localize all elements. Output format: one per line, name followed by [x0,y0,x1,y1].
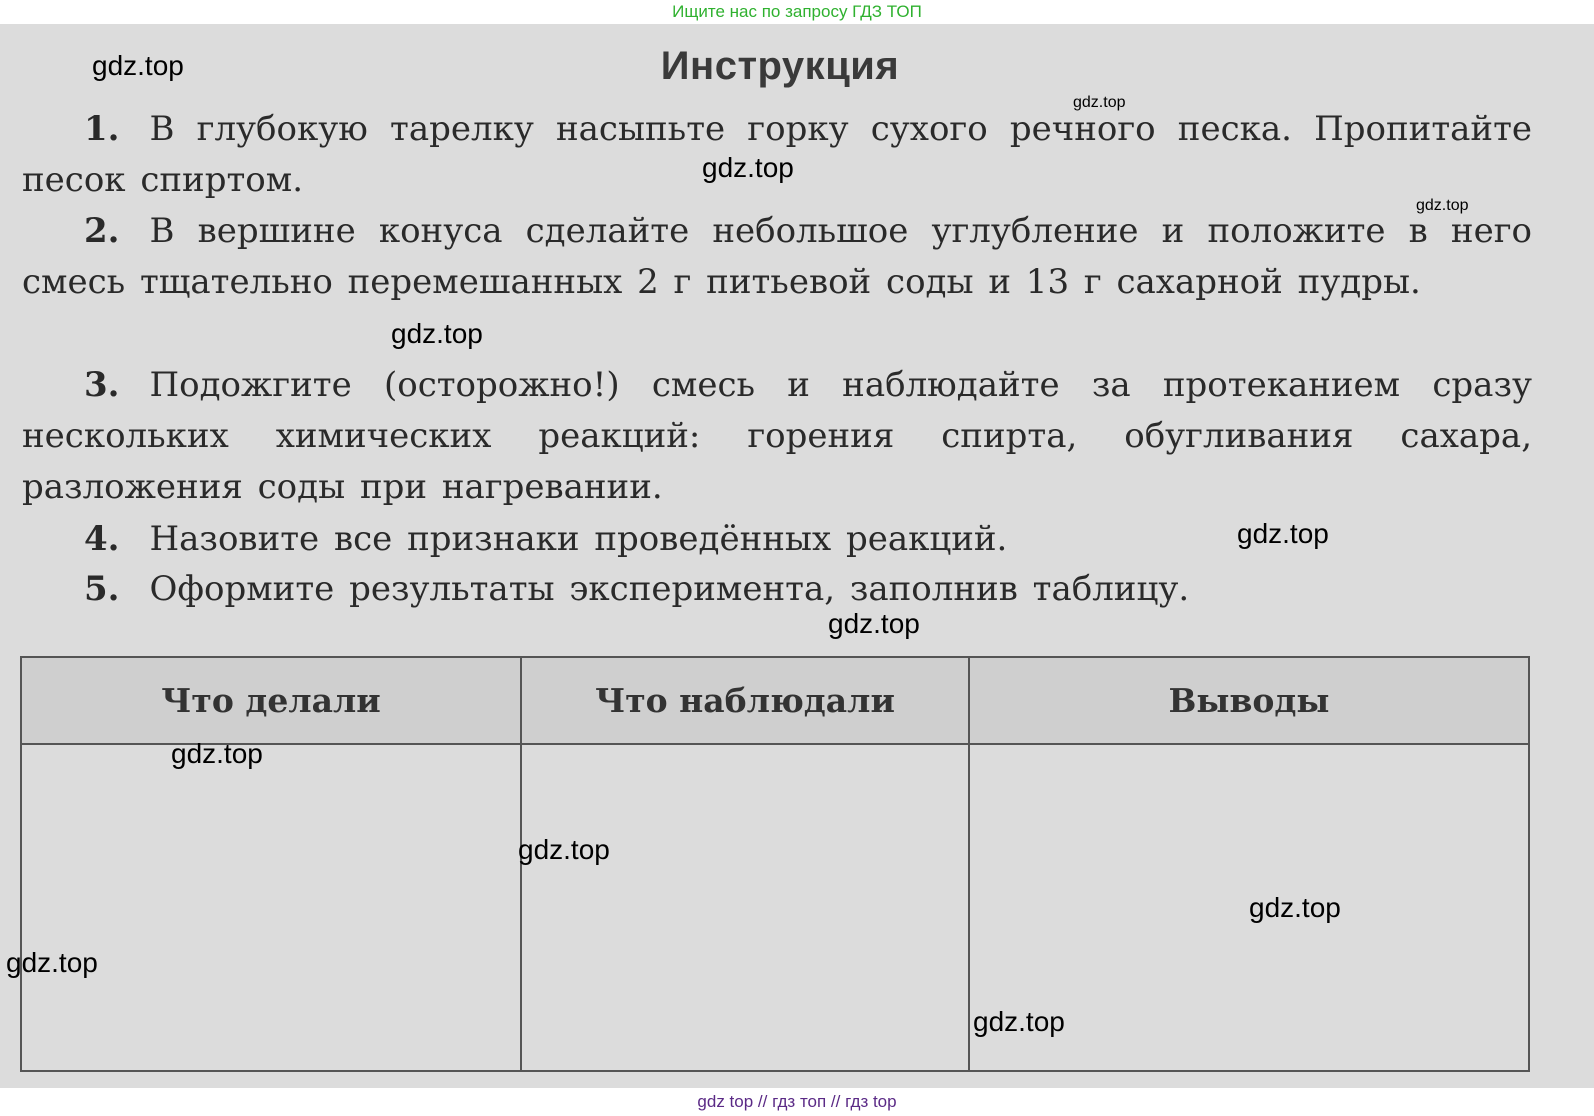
table-cell [21,744,521,1071]
watermark: gdz.top [391,318,483,349]
watermark: gdz.top [518,834,610,865]
watermark: gdz.top [828,608,920,639]
table-header-row [21,657,1529,744]
step-text: В глубокую тарелку насыпьте горку сухого речного песка. Пропитайте песок спиртом. [22,109,1532,200]
step-text: Назовите все признаки проведённых реакций. [149,519,1008,559]
watermark: gdz.top [171,738,263,769]
watermark: gdz.top [1237,518,1329,549]
watermark: gdz.top [973,1006,1065,1037]
page-title: Инструкция [660,44,900,88]
step-number: 5. [84,569,120,609]
step-text: Подожгите (осторожно!) смесь и наблюдайте за протеканием сразу нескольких химических реакций: горения спирта, обугливания сахара, разложения соды при нагревании. [22,365,1532,507]
step-number: 1. [84,109,120,149]
step-number: 3. [84,365,120,405]
instruction-step-3 [22,360,1532,513]
instruction-step-2 [22,206,1532,308]
textbook-page [0,24,1594,1088]
table-header-cell: Что делали [21,657,521,744]
table-header-cell: Что наблюдали [521,657,969,744]
step-text: Оформите результаты эксперимента, заполнив таблицу. [149,569,1190,609]
step-number: 2. [84,211,120,251]
watermark: gdz.top [1249,892,1341,923]
step-number: 4. [84,519,120,559]
bottom-banner[interactable]: gdz top // гдз топ // гдз top [0,1088,1594,1116]
results-table [20,656,1530,1072]
watermark: gdz.top [6,947,98,978]
instruction-step-5 [22,564,1532,615]
table-header-cell: Выводы [969,657,1529,744]
top-banner[interactable]: Ищите нас по запросу ГДЗ ТОП [672,2,922,21]
watermark: gdz.top [702,152,794,183]
table-cell [521,744,969,1071]
watermark: gdz.top [92,50,184,81]
watermark: gdz.top [1073,94,1126,111]
step-text: В вершине конуса сделайте небольшое углубление и положите в него смесь тщательно перемешанных 2 г питьевой соды и 13 г сахарной пудры. [22,211,1532,302]
watermark: gdz.top [1416,197,1469,214]
